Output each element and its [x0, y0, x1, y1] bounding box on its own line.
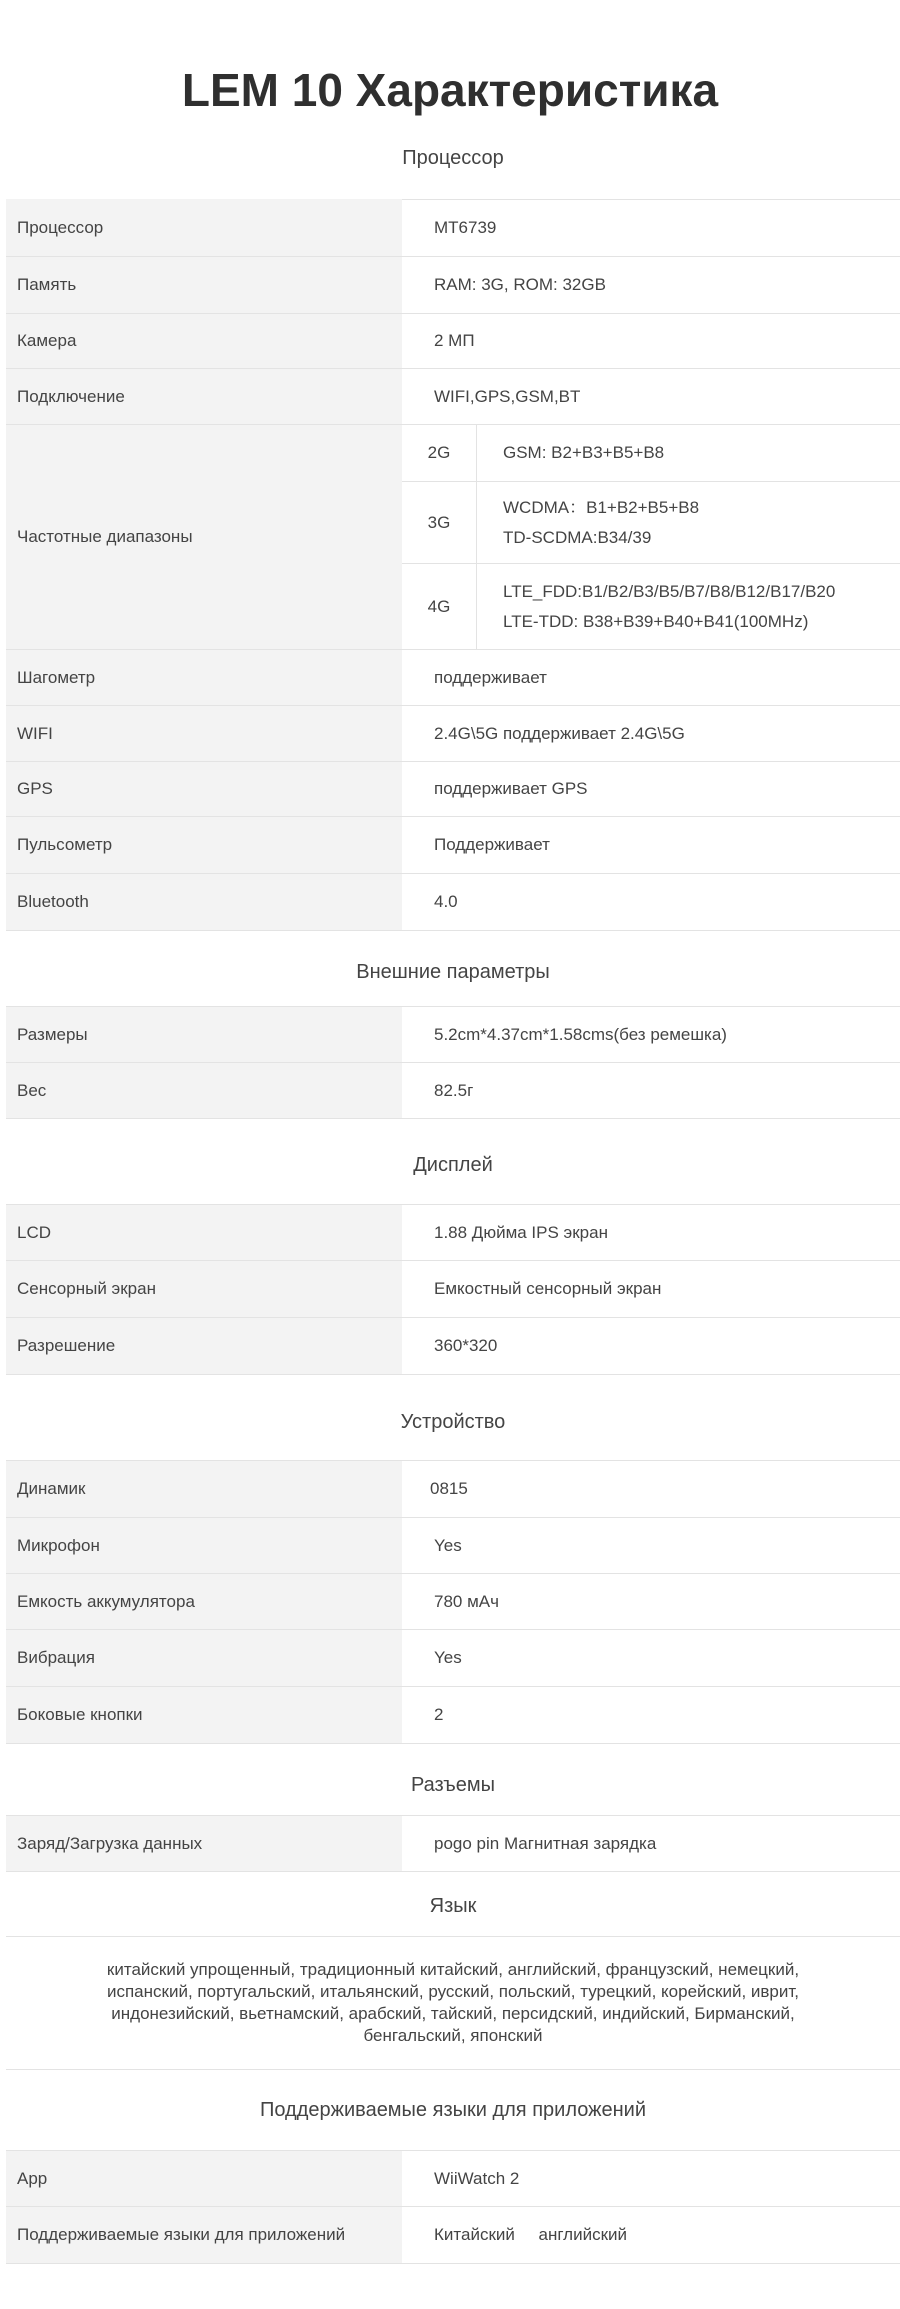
section-heading-ports: Разъемы — [6, 1744, 900, 1816]
spec-row-speaker — [6, 1461, 900, 1518]
spec-label: Поддерживаемые языки для приложений — [6, 2207, 402, 2263]
spec-row-vibration — [6, 1630, 900, 1687]
spec-row-weight — [6, 1063, 900, 1119]
spec-value: WiiWatch 2 — [434, 2168, 520, 2188]
spec-row-memory — [6, 257, 900, 314]
spec-value: 82.5г — [434, 1080, 474, 1100]
section-heading-external: Внешние параметры — [6, 931, 900, 1007]
spec-label: GPS — [6, 762, 402, 816]
spec-row-camera — [6, 314, 900, 369]
band-value: GSM: B2+B3+B5+B8 — [503, 443, 665, 462]
spec-label: Память — [6, 257, 402, 313]
spec-label: Вибрация — [6, 1630, 402, 1686]
spec-label: WIFI — [6, 706, 402, 761]
spec-row-resolution — [6, 1318, 900, 1375]
spec-value: Yes — [434, 1535, 462, 1555]
spec-label: Микрофон — [6, 1518, 402, 1573]
spec-value: Yes — [434, 1648, 462, 1667]
spec-value: 1.88 Дюйма IPS экран — [434, 1222, 608, 1242]
spec-label: Боковые кнопки — [6, 1687, 402, 1743]
band-value: LTE_FDD:B1/B2/B3/B5/B7/B8/B12/B17/B20 — [503, 581, 836, 601]
spec-value: RAM: 3G, ROM: 32GB — [434, 275, 606, 294]
spec-value: 2 МП — [434, 331, 475, 350]
section-heading-device: Устройство — [6, 1375, 900, 1461]
band-row-4g — [402, 564, 900, 650]
spec-label: Шагометр — [6, 650, 402, 705]
spec-value: Китайский английский — [434, 2225, 628, 2244]
spec-value: pogo pin Магнитная зарядка — [434, 1833, 657, 1853]
spec-label: Размеры — [6, 1007, 402, 1062]
spec-value: 780 мАч — [434, 1591, 499, 1611]
spec-label: App — [6, 2151, 402, 2206]
band-row-2g — [402, 425, 900, 482]
spec-value: MT6739 — [434, 217, 497, 237]
spec-value: Емкостный сенсорный экран — [434, 1279, 662, 1298]
spec-label: Емкость аккумулятора — [6, 1574, 402, 1629]
spec-value: поддерживает — [434, 667, 547, 687]
spec-row-cpu — [6, 199, 900, 257]
spec-label: Заряд/Загрузка данных — [6, 1816, 402, 1871]
spec-value: 2 — [434, 1705, 444, 1724]
spec-row-lcd — [6, 1205, 900, 1261]
spec-row-wifi — [6, 706, 900, 762]
spec-row-app — [6, 2151, 900, 2207]
band-value: TD-SCDMA:B34/39 — [503, 527, 652, 547]
band-value: WCDMA：B1+B2+B5+B8 — [503, 497, 700, 517]
spec-row-connection — [6, 369, 900, 425]
language-text: китайский упрощенный, традиционный китайский, английский, французский, немецкий, испанский, португальский, итальянский, русский, польский, турецкий, корейский, иврит, индонезийский, вьетнамский, арабский, тайский, персидский, индийский, Бирманский, бенгальский, японский — [106, 1960, 800, 2045]
band-value: LTE-TDD: B38+B39+B40+B41(100MHz) — [503, 611, 809, 631]
spec-label: Bluetooth — [6, 874, 402, 930]
spec-row-battery — [6, 1574, 900, 1630]
spec-label: Частотные диапазоны — [6, 425, 402, 649]
spec-row-bluetooth — [6, 874, 900, 931]
spec-label: Подключение — [6, 369, 402, 424]
spec-value: 2.4G\5G поддерживает 2.4G\5G — [434, 723, 685, 743]
spec-row-app-langs — [6, 2207, 900, 2264]
spec-row-side-buttons — [6, 1687, 900, 1744]
spec-label: Процессор — [6, 199, 402, 256]
spec-value: 4.0 — [434, 892, 458, 911]
spec-row-gps — [6, 762, 900, 817]
spec-row-size — [6, 1007, 900, 1063]
spec-label: Динамик — [6, 1461, 402, 1517]
page-title: LEM 10 Характеристика — [181, 64, 719, 116]
spec-value: 0815 — [430, 1479, 468, 1498]
spec-value: WIFI,GPS,GSM,BT — [434, 386, 581, 406]
spec-row-heart-rate — [6, 817, 900, 874]
spec-value: поддерживает GPS — [434, 779, 588, 798]
spec-value: Поддерживает — [434, 835, 550, 854]
spec-row-pedometer — [6, 650, 900, 706]
spec-label: LCD — [6, 1205, 402, 1260]
spec-label: Разрешение — [6, 1318, 402, 1374]
band-key: 3G — [402, 482, 477, 563]
section-heading-language: Язык — [429, 1895, 477, 1917]
spec-row-touch — [6, 1261, 900, 1318]
section-heading-display: Дисплей — [6, 1119, 900, 1205]
spec-value: 5.2cm*4.37cm*1.58cms(без ремешка) — [434, 1024, 727, 1044]
spec-value: 360*320 — [434, 1336, 498, 1355]
spec-label: Вес — [6, 1063, 402, 1118]
spec-label: Камера — [6, 314, 402, 368]
spec-label: Пульсометр — [6, 817, 402, 873]
section-heading-processor: Процессор — [6, 140, 900, 200]
band-row-3g — [402, 482, 900, 564]
language-list — [6, 1936, 900, 2070]
spec-row-mic — [6, 1518, 900, 1574]
band-key: 4G — [402, 564, 477, 649]
section-heading-app-languages: Поддерживаемые языки для приложений — [6, 2070, 900, 2151]
spec-label: Сенсорный экран — [6, 1261, 402, 1317]
band-key: 2G — [402, 425, 477, 481]
spec-row-charge — [6, 1816, 900, 1872]
